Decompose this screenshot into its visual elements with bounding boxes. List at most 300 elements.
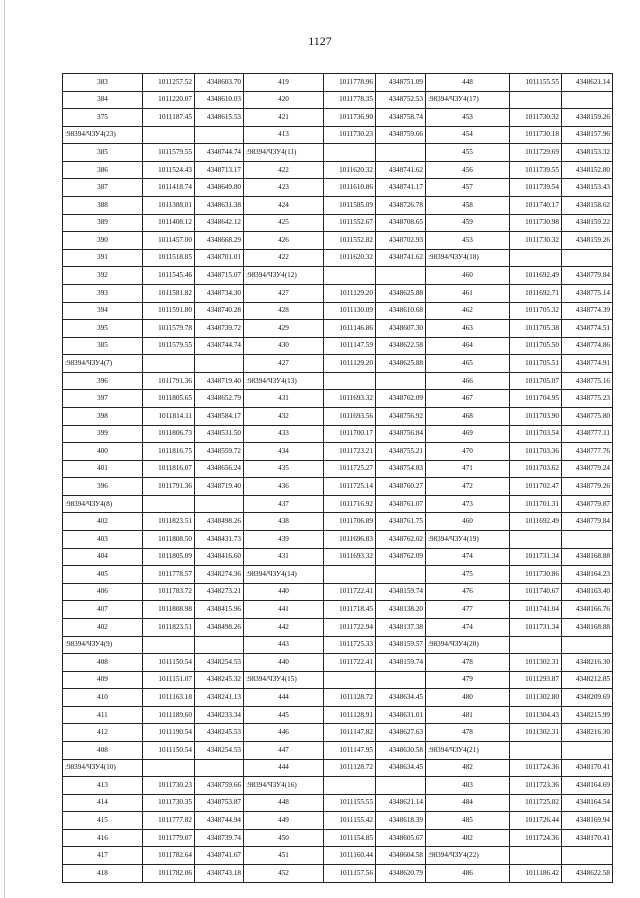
coordinate-y-cell: 4348622.58 [376,337,426,355]
point-number-cell: 388 [63,197,143,215]
coordinate-y-cell: 4348621.14 [376,794,426,812]
coordinate-y-cell: 4348254.53 [195,654,244,672]
table-row [63,654,613,672]
coordinate-y-cell: 4348159.26 [562,232,613,250]
point-number-cell: 465 [426,355,510,373]
coordinate-y-cell [562,249,613,267]
coordinate-x-cell: 1011782.64 [143,847,195,865]
coordinate-x-cell: 1011257.52 [143,74,195,92]
coordinate-y-cell: 4348762.09 [376,390,426,408]
table-row [63,777,613,795]
point-number-cell: 393 [63,284,143,302]
coordinate-y-cell: 4348241.13 [195,689,244,707]
coordinate-y-cell: 4348618.39 [376,812,426,830]
point-number-cell: 402 [63,513,143,531]
coordinate-x-cell: 1011187.45 [143,109,195,127]
coordinate-y-cell: 4348755.21 [376,443,426,461]
coordinate-y-cell: 4348216.30 [562,654,613,672]
coordinate-y-cell: 4348152.80 [562,161,613,179]
coordinate-x-cell: 1011725.33 [324,636,376,654]
coordinate-y-cell: 4348668.29 [195,232,244,250]
coordinate-x-cell: 1011702.47 [510,478,562,496]
coordinate-y-cell [562,91,613,109]
parcel-label-cell: :98394/ЧЗУ4(13) [244,372,324,390]
point-number-cell: 438 [244,513,324,531]
coordinate-y-cell: 4348274.36 [195,566,244,584]
point-number-cell: 453 [426,232,510,250]
coordinate-x-cell: 1011408.12 [143,214,195,232]
coordinate-x-cell: 1011778.96 [324,74,376,92]
table-row [63,425,613,443]
coordinate-y-cell: 4348741.62 [376,161,426,179]
coordinate-x-cell [324,671,376,689]
coordinate-y-cell: 4348605.67 [376,829,426,847]
coordinate-x-cell: 1011692.71 [510,284,562,302]
coordinate-x-cell: 1011705.32 [510,302,562,320]
point-number-cell: 414 [63,794,143,812]
parcel-label-cell: :98394/ЧЗУ4(21) [426,741,510,759]
coordinate-x-cell: 1011388.01 [143,197,195,215]
point-number-cell: 471 [426,460,510,478]
coordinate-x-cell: 1011730.32 [510,109,562,127]
parcel-label-cell: :98394/ЧЗУ4(12) [244,267,324,285]
coordinate-y-cell: 4348157.96 [562,126,613,144]
coordinate-x-cell [143,355,195,373]
table-row [63,355,613,373]
coordinate-y-cell: 4348702.93 [376,232,426,250]
point-number-cell: 462 [426,302,510,320]
coordinate-x-cell: 1011705.51 [510,355,562,373]
coordinate-y-cell: 4348137.38 [376,618,426,636]
coordinate-x-cell: 1011128.72 [324,759,376,777]
coordinate-x-cell: 1011778.57 [143,566,195,584]
coordinate-y-cell: 4348739.74 [195,829,244,847]
coordinate-x-cell: 1011129.20 [324,355,376,373]
point-number-cell: 405 [63,566,143,584]
point-number-cell: 456 [426,161,510,179]
coordinate-x-cell: 1011693.32 [324,390,376,408]
point-number-cell: 409 [63,671,143,689]
coordinate-y-cell: 4348779.24 [562,460,613,478]
point-number-cell: 436 [244,478,324,496]
coordinate-x-cell: 1011620.32 [324,161,376,179]
coordinate-y-cell: 4348649.80 [195,179,244,197]
coordinate-x-cell: 1011552.67 [324,214,376,232]
point-number-cell: 422 [244,161,324,179]
coordinate-x-cell: 1011783.72 [143,583,195,601]
point-number-cell: 431 [244,390,324,408]
coordinate-x-cell: 1011610.86 [324,179,376,197]
point-number-cell: 478 [426,724,510,742]
coordinate-y-cell: 4348168.88 [562,548,613,566]
coordinate-x-cell [510,847,562,865]
table-row [63,636,613,654]
coordinate-y-cell: 4348630.58 [376,741,426,759]
coordinate-x-cell: 1011705.07 [510,372,562,390]
parcel-label-cell: :98394/ЧЗУ4(8) [63,495,143,513]
point-number-cell: 396 [63,372,143,390]
coordinate-y-cell: 4348777.11 [562,425,613,443]
table-row [63,724,613,742]
point-number-cell: 460 [426,513,510,531]
table-row [63,601,613,619]
coordinate-y-cell: 4348158.62 [562,197,613,215]
coordinate-x-cell: 1011696.83 [324,531,376,549]
point-number-cell: 402 [63,618,143,636]
point-number-cell: 407 [63,601,143,619]
coordinates-table [62,73,613,883]
table-row [63,179,613,197]
coordinate-y-cell: 4348741.62 [376,249,426,267]
coordinate-x-cell: 1011703.90 [510,407,562,425]
coordinate-x-cell: 1011620.32 [324,249,376,267]
coordinate-x-cell: 1011706.89 [324,513,376,531]
point-number-cell: 416 [63,829,143,847]
table-row [63,232,613,250]
coordinate-y-cell: 4348245.53 [195,724,244,742]
point-number-cell: 451 [244,847,324,865]
point-number-cell: 457 [426,179,510,197]
coordinate-y-cell: 4348163.40 [562,583,613,601]
coordinate-y-cell: 4348153.43 [562,179,613,197]
coordinate-y-cell: 4348743.18 [195,865,244,883]
point-number-cell: 444 [244,759,324,777]
point-number-cell: 430 [244,337,324,355]
coordinate-x-cell: 1011302.31 [510,654,562,672]
point-number-cell: 452 [244,865,324,883]
point-number-cell: 443 [244,636,324,654]
point-number-cell: 441 [244,601,324,619]
coordinate-y-cell: 4348761.75 [376,513,426,531]
coordinate-x-cell: 1011805.09 [143,548,195,566]
coordinate-y-cell: 4348164.69 [562,777,613,795]
point-number-cell: 483 [426,777,510,795]
coordinate-y-cell: 4348634.45 [376,759,426,777]
coordinate-x-cell: 1011718.45 [324,601,376,619]
coordinate-x-cell: 1011147.59 [324,337,376,355]
coordinate-y-cell: 4348216.30 [562,724,613,742]
coordinate-x-cell: 1011155.55 [324,794,376,812]
table-row [63,478,613,496]
parcel-label-cell: :98394/ЧЗУ4(16) [244,777,324,795]
coordinate-y-cell: 4348631.38 [195,197,244,215]
coordinate-y-cell: 4348775.23 [562,390,613,408]
point-number-cell: 454 [426,126,510,144]
point-number-cell: 440 [244,654,324,672]
coordinate-y-cell: 4348744.74 [195,144,244,162]
parcel-label-cell: :98394/ЧЗУ4(9) [63,636,143,654]
table-row [63,689,613,707]
coordinate-y-cell: 4348774.86 [562,337,613,355]
coordinate-y-cell [195,759,244,777]
point-number-cell: 472 [426,478,510,496]
coordinate-x-cell: 1011190.54 [143,724,195,742]
coordinate-y-cell: 4348159.57 [376,636,426,654]
point-number-cell: 460 [426,267,510,285]
coordinate-x-cell: 1011730.98 [510,214,562,232]
point-number-cell: 385 [63,337,143,355]
point-number-cell: 444 [244,689,324,707]
coordinate-x-cell: 1011128.72 [324,689,376,707]
coordinate-y-cell: 4348719.40 [195,478,244,496]
point-number-cell: 475 [426,566,510,584]
point-number-cell: 404 [63,548,143,566]
coordinate-y-cell: 4348212.85 [562,671,613,689]
table-row [63,583,613,601]
point-number-cell: 485 [426,812,510,830]
point-number-cell: 455 [426,144,510,162]
coordinate-y-cell: 4348652.79 [195,390,244,408]
coordinate-y-cell [376,671,426,689]
coordinate-y-cell [376,144,426,162]
coordinate-x-cell: 1011808.98 [143,601,195,619]
table-row [63,390,613,408]
table-row [63,443,613,461]
point-number-cell: 424 [244,197,324,215]
table-row [63,267,613,285]
table-row [63,812,613,830]
coordinate-x-cell: 1011723.36 [510,777,562,795]
coordinate-y-cell: 4348627.63 [376,724,426,742]
coordinate-x-cell: 1011731.34 [510,618,562,636]
coordinate-y-cell: 4348775.14 [562,284,613,302]
table-row [63,531,613,549]
point-number-cell: 481 [426,706,510,724]
coordinate-x-cell: 1011701.31 [510,495,562,513]
coordinate-x-cell [324,777,376,795]
coordinate-y-cell: 4348415.96 [195,601,244,619]
coordinate-y-cell: 4348715.07 [195,267,244,285]
coordinate-x-cell: 1011579.55 [143,144,195,162]
coordinate-y-cell: 4348625.88 [376,355,426,373]
point-number-cell: 449 [244,812,324,830]
point-number-cell: 435 [244,460,324,478]
coordinate-y-cell [195,355,244,373]
parcel-label-cell: :98394/ЧЗУ4(14) [244,566,324,584]
coordinate-y-cell: 4348625.88 [376,284,426,302]
point-number-cell: 392 [63,267,143,285]
coordinate-x-cell: 1011155.42 [324,812,376,830]
coordinate-x-cell: 1011703.62 [510,460,562,478]
point-number-cell: 423 [244,179,324,197]
parcel-label-cell: :98394/ЧЗУ4(18) [426,249,510,267]
coordinate-x-cell: 1011151.07 [143,671,195,689]
coordinate-x-cell: 1011724.36 [510,829,562,847]
table-row [63,284,613,302]
point-number-cell: 411 [63,706,143,724]
point-number-cell: 426 [244,232,324,250]
coordinate-y-cell: 4348751.09 [376,74,426,92]
coordinate-x-cell: 1011725.27 [324,460,376,478]
coordinate-x-cell: 1011723.21 [324,443,376,461]
coordinate-y-cell: 4348779.87 [562,495,613,513]
coordinate-y-cell: 4348779.26 [562,478,613,496]
point-number-cell: 453 [426,109,510,127]
point-number-cell: 375 [63,109,143,127]
point-number-cell: 391 [63,249,143,267]
point-number-cell: 448 [426,74,510,92]
coordinate-x-cell: 1011808.50 [143,531,195,549]
coordinate-x-cell: 1011155.55 [510,74,562,92]
coordinate-y-cell: 4348779.84 [562,267,613,285]
coordinate-y-cell: 4348170.41 [562,829,613,847]
coordinate-x-cell [324,566,376,584]
coordinate-y-cell: 4348759.66 [195,777,244,795]
coordinate-y-cell: 4348245.32 [195,671,244,689]
coordinate-y-cell: 4348761.07 [376,495,426,513]
point-number-cell: 420 [244,91,324,109]
coordinate-y-cell [562,531,613,549]
coordinate-y-cell: 4348726.78 [376,197,426,215]
point-number-cell: 468 [426,407,510,425]
coordinate-y-cell: 4348610.03 [195,91,244,109]
point-number-cell: 397 [63,390,143,408]
coordinate-y-cell: 4348708.65 [376,214,426,232]
coordinate-x-cell: 1011716.92 [324,495,376,513]
coordinate-x-cell: 1011150.54 [143,741,195,759]
table-row [63,460,613,478]
point-number-cell: 478 [426,654,510,672]
coordinate-x-cell: 1011739.55 [510,161,562,179]
coordinate-y-cell: 4348153.32 [562,144,613,162]
coordinate-y-cell: 4348603.70 [195,74,244,92]
parcel-label-cell: :98394/ЧЗУ4(10) [63,759,143,777]
coordinate-x-cell: 1011189.60 [143,706,195,724]
parcel-label-cell: :98394/ЧЗУ4(20) [426,636,510,654]
coordinate-y-cell: 4348607.30 [376,320,426,338]
table-row [63,794,613,812]
point-number-cell: 442 [244,618,324,636]
point-number-cell: 476 [426,583,510,601]
point-number-cell: 440 [244,583,324,601]
coordinate-y-cell: 4348744.74 [195,337,244,355]
coordinate-x-cell: 1011730.32 [510,232,562,250]
coordinate-x-cell: 1011700.17 [324,425,376,443]
table-row [63,706,613,724]
point-number-cell: 432 [244,407,324,425]
coordinate-x-cell: 1011740.17 [510,197,562,215]
coordinate-y-cell: 4348656.24 [195,460,244,478]
point-number-cell: 421 [244,109,324,127]
coordinate-y-cell: 4348159.74 [376,654,426,672]
coordinate-x-cell: 1011579.55 [143,337,195,355]
coordinate-y-cell: 4348631.01 [376,706,426,724]
point-number-cell: 419 [244,74,324,92]
coordinate-y-cell [195,495,244,513]
coordinate-x-cell: 1011740.67 [510,583,562,601]
coordinate-y-cell [562,847,613,865]
coordinate-y-cell: 4348760.27 [376,478,426,496]
point-number-cell: 463 [426,320,510,338]
coordinate-y-cell: 4348170.41 [562,759,613,777]
coordinate-y-cell: 4348621.14 [562,74,613,92]
point-number-cell: 458 [426,197,510,215]
table-row [63,548,613,566]
point-number-cell: 408 [63,741,143,759]
coordinate-x-cell: 1011726.44 [510,812,562,830]
coordinate-x-cell: 1011704.95 [510,390,562,408]
coordinate-y-cell: 4348740.28 [195,302,244,320]
parcel-label-cell: :98394/ЧЗУ4(19) [426,531,510,549]
table-row [63,161,613,179]
coordinate-y-cell [376,372,426,390]
coordinate-x-cell: 1011731.34 [510,548,562,566]
coordinate-y-cell: 4348615.53 [195,109,244,127]
coordinate-x-cell: 1011692.49 [510,513,562,531]
coordinate-y-cell: 4348752.53 [376,91,426,109]
point-number-cell: 473 [426,495,510,513]
coordinate-y-cell: 4348753.87 [195,794,244,812]
coordinate-x-cell: 1011146.86 [324,320,376,338]
coordinate-x-cell: 1011739.54 [510,179,562,197]
coordinate-y-cell: 4348164.54 [562,794,613,812]
point-number-cell: 394 [63,302,143,320]
point-number-cell: 427 [244,284,324,302]
point-number-cell: 434 [244,443,324,461]
coordinate-x-cell [143,495,195,513]
table-row [63,865,613,883]
coordinate-x-cell: 1011791.36 [143,372,195,390]
point-number-cell: 410 [63,689,143,707]
table-row [63,829,613,847]
coordinate-x-cell [143,636,195,654]
coordinate-x-cell: 1011791.36 [143,478,195,496]
coordinate-y-cell: 4348169.94 [562,812,613,830]
point-number-cell: 415 [63,812,143,830]
coordinate-y-cell [562,741,613,759]
parcel-label-cell: :98394/ЧЗУ4(23) [63,126,143,144]
coordinate-y-cell: 4348531.50 [195,425,244,443]
parcel-label-cell: :98394/ЧЗУ4(17) [426,91,510,109]
coordinate-y-cell: 4348754.83 [376,460,426,478]
coordinate-y-cell: 4348741.67 [195,847,244,865]
coordinate-x-cell: 1011725.82 [510,794,562,812]
table-row [63,372,613,390]
coordinate-y-cell: 4348164.23 [562,566,613,584]
coordinate-x-cell: 1011814.11 [143,407,195,425]
table-row [63,144,613,162]
coordinate-x-cell [510,531,562,549]
coordinate-x-cell: 1011703.36 [510,443,562,461]
point-number-cell: 417 [63,847,143,865]
point-number-cell: 403 [63,531,143,549]
coordinate-x-cell: 1011457.00 [143,232,195,250]
coordinate-x-cell: 1011730.35 [143,794,195,812]
scan-edge-line [4,0,5,898]
coordinate-x-cell [324,372,376,390]
coordinate-y-cell: 4348159.22 [562,214,613,232]
coordinate-x-cell: 1011730.23 [143,777,195,795]
point-number-cell: 470 [426,443,510,461]
coordinate-y-cell: 4348741.17 [376,179,426,197]
table-row [63,214,613,232]
point-number-cell: 412 [63,724,143,742]
coordinate-y-cell: 4348254.53 [195,741,244,759]
coordinate-y-cell: 4348756.92 [376,407,426,425]
coordinate-x-cell: 1011147.82 [324,724,376,742]
coordinate-y-cell: 4348744.94 [195,812,244,830]
parcel-label-cell: :98394/ЧЗУ4(7) [63,355,143,373]
coordinate-x-cell [510,636,562,654]
point-number-cell: 484 [426,794,510,812]
coordinate-x-cell: 1011722.41 [324,583,376,601]
coordinate-y-cell: 4348758.74 [376,109,426,127]
point-number-cell: 446 [244,724,324,742]
coordinate-y-cell: 4348774.51 [562,320,613,338]
coordinate-x-cell [143,759,195,777]
coordinate-x-cell: 1011730.23 [324,126,376,144]
coordinate-y-cell: 4348622.58 [562,865,613,883]
